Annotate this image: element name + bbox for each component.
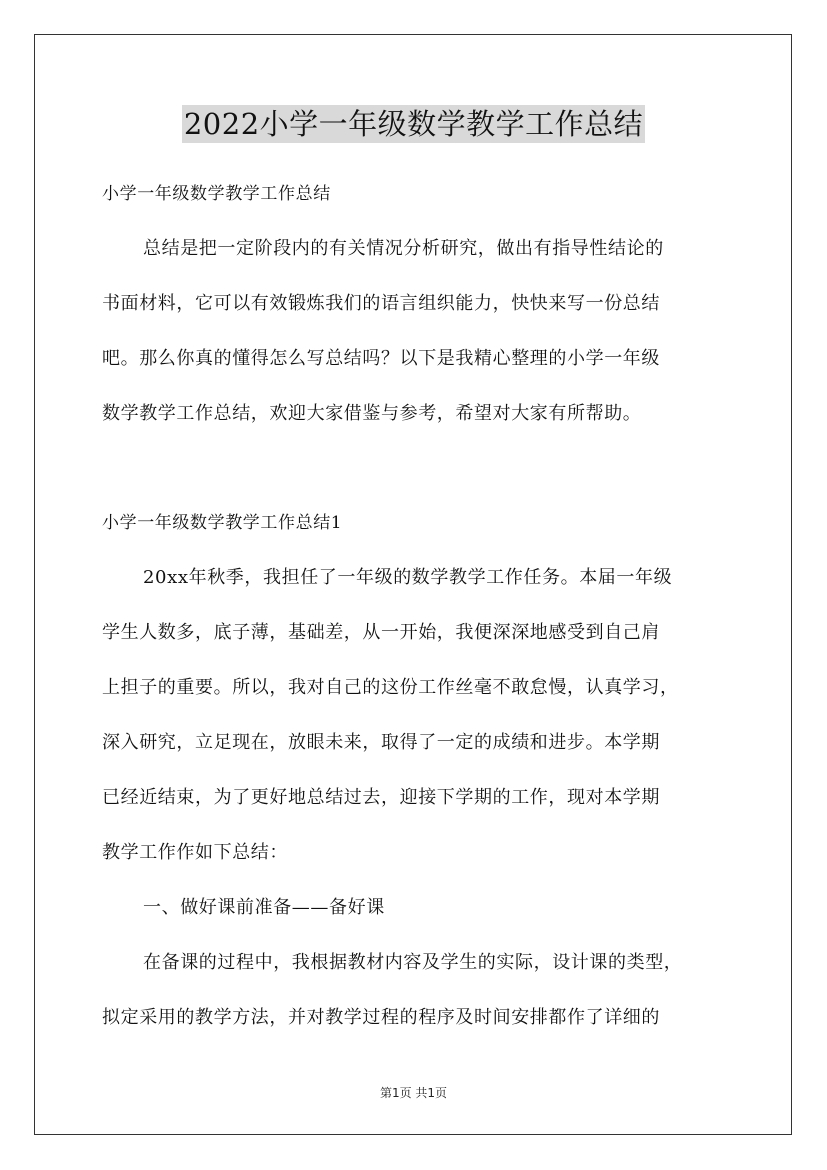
spacer <box>102 596 742 615</box>
spacer <box>102 761 742 780</box>
page-number: 第1页 共1页 <box>379 1086 448 1100</box>
intro-line: 吧。那么你真的懂得怎么写总结吗？以下是我精心整理的小学一年级 <box>102 348 660 369</box>
document-title-text: 2022小学一年级数学教学工作总结 <box>183 107 644 141</box>
spacer <box>102 486 742 505</box>
section1-paragraph <box>102 560 742 871</box>
spacer <box>102 322 742 341</box>
spacer <box>102 981 742 1000</box>
section1-line: 20xx年秋季，我担任了一年级的数学教学工作任务。本届一年级 <box>143 567 673 588</box>
subheading: 一、做好课前准备——备好课 <box>143 897 385 918</box>
intro-line: 数学教学工作总结，欢迎大家借鉴与参考，希望对大家有所帮助。 <box>102 403 642 424</box>
spacer <box>102 432 742 486</box>
document-body <box>102 176 742 1036</box>
intro-paragraph <box>102 231 742 432</box>
spacer <box>102 871 742 890</box>
spacer <box>102 706 742 725</box>
sub1-line: 在备课的过程中，我根据教材内容及学生的实际，设计课的类型， <box>143 952 683 973</box>
spacer <box>102 377 742 396</box>
sub1-line: 拟定采用的教学方法，并对教学过程的程序及时间安排都作了详细的 <box>102 1007 660 1028</box>
document-title <box>0 104 827 143</box>
section-heading: 小学一年级数学教学工作总结1 <box>102 513 343 533</box>
sub1-paragraph <box>102 945 742 1036</box>
spacer <box>102 816 742 835</box>
document-subtitle: 小学一年级数学教学工作总结 <box>102 184 331 204</box>
section1-line: 上担子的重要。所以，我对自己的这份工作丝毫不敢怠慢，认真学习， <box>102 677 679 698</box>
intro-line: 总结是把一定阶段内的有关情况分析研究，做出有指导性结论的 <box>143 238 664 259</box>
spacer <box>102 267 742 286</box>
section1-line: 教学工作作如下总结： <box>102 842 288 863</box>
page-footer <box>0 1084 827 1101</box>
intro-line: 书面材料，它可以有效锻炼我们的语言组织能力，快快来写一份总结 <box>102 293 660 314</box>
spacer <box>102 651 742 670</box>
spacer <box>102 212 742 231</box>
spacer <box>102 541 742 560</box>
section1-line: 已经近结束，为了更好地总结过去，迎接下学期的工作，现对本学期 <box>102 787 660 808</box>
spacer <box>102 926 742 945</box>
section1-line: 学生人数多，底子薄，基础差，从一开始，我便深深地感受到自己肩 <box>102 622 660 643</box>
section1-line: 深入研究，立足现在，放眼未来，取得了一定的成绩和进步。本学期 <box>102 732 660 753</box>
